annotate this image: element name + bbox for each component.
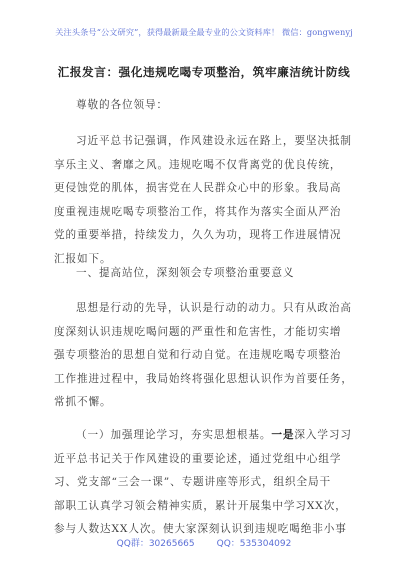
- header-banner: 关注头条号“公文研究”，获得最新最全最专业的公文资料库！ 微信：gongwenyj: [55, 27, 353, 37]
- paragraph-line: 工作推进过程中，我局始终将强化思想认识作为首要任务，: [54, 372, 353, 385]
- paragraph-intro: [54, 130, 356, 272]
- paragraph-line: 参与人数达XX人次。使大家深刻认识到违规吃喝绝非小事: [54, 523, 347, 536]
- paragraph-line: 更侵蚀党的肌体，损害党在人民群众心中的形象。我局高: [54, 182, 342, 195]
- paragraph-line: 思想是行动的先导，认识是行动的动力。只有从政治高: [76, 302, 352, 314]
- section-heading-text: 一、提高站位，深刻领会专项整治重要意义: [76, 267, 295, 279]
- subsection-lead: （一）加强理论学习，夯实思想根基。: [76, 429, 272, 441]
- paragraph-line: 享乐主义、奢靡之风。违规吃喝不仅背离党的优良传统，: [54, 158, 342, 171]
- salutation: [54, 94, 356, 118]
- paragraph-line: 常抓不懈。: [54, 396, 112, 409]
- paragraph-line: 习近平总书记强调，作风建设永远在路上，要坚决抵制: [76, 135, 352, 147]
- bold-enumerator: 一是: [271, 429, 295, 441]
- paragraph-line: 度深刻认识违规吃喝问题的严重性和危害性，才能切实增: [54, 325, 342, 338]
- footer-qq: QQ：535304092: [216, 539, 292, 549]
- footer-contact: [0, 536, 408, 549]
- paragraph-section-1: [54, 297, 356, 415]
- paragraph-subsection-1: [54, 424, 356, 542]
- paragraph-line: 汇报如下。: [54, 252, 112, 265]
- salutation-line: 尊敬的各位领导：: [76, 99, 168, 111]
- document-title: 汇报发言：强化违规吃喝专项整治，筑牢廉洁统计防线: [57, 65, 351, 79]
- paragraph-first-line-rest: 深入学习习: [294, 429, 352, 441]
- footer-qq-group: QQ群：30265665: [116, 539, 195, 549]
- paragraph-line: 党的重要举措，持续发力，久久为功，现将工作进展情况: [54, 229, 342, 242]
- paragraph-line: 强专项整治的思想自觉和行动自觉。在违规吃喝专项整治: [54, 349, 342, 362]
- paragraph-line: 习、党支部“三会一课”、专题讲座等形式，组织全局干: [54, 476, 331, 489]
- section-heading-1: [54, 262, 356, 286]
- paragraph-line: 部职工认真学习领会精神实质，累计开展集中学习XX次，: [54, 499, 347, 512]
- paragraph-first-line: [54, 424, 356, 448]
- paragraph-line: 近平总书记关于作风建设的重要论述，通过党组中心组学: [54, 452, 342, 465]
- paragraph-line: 度重视违规吃喝专项整治工作，将其作为落实全面从严治: [54, 205, 342, 218]
